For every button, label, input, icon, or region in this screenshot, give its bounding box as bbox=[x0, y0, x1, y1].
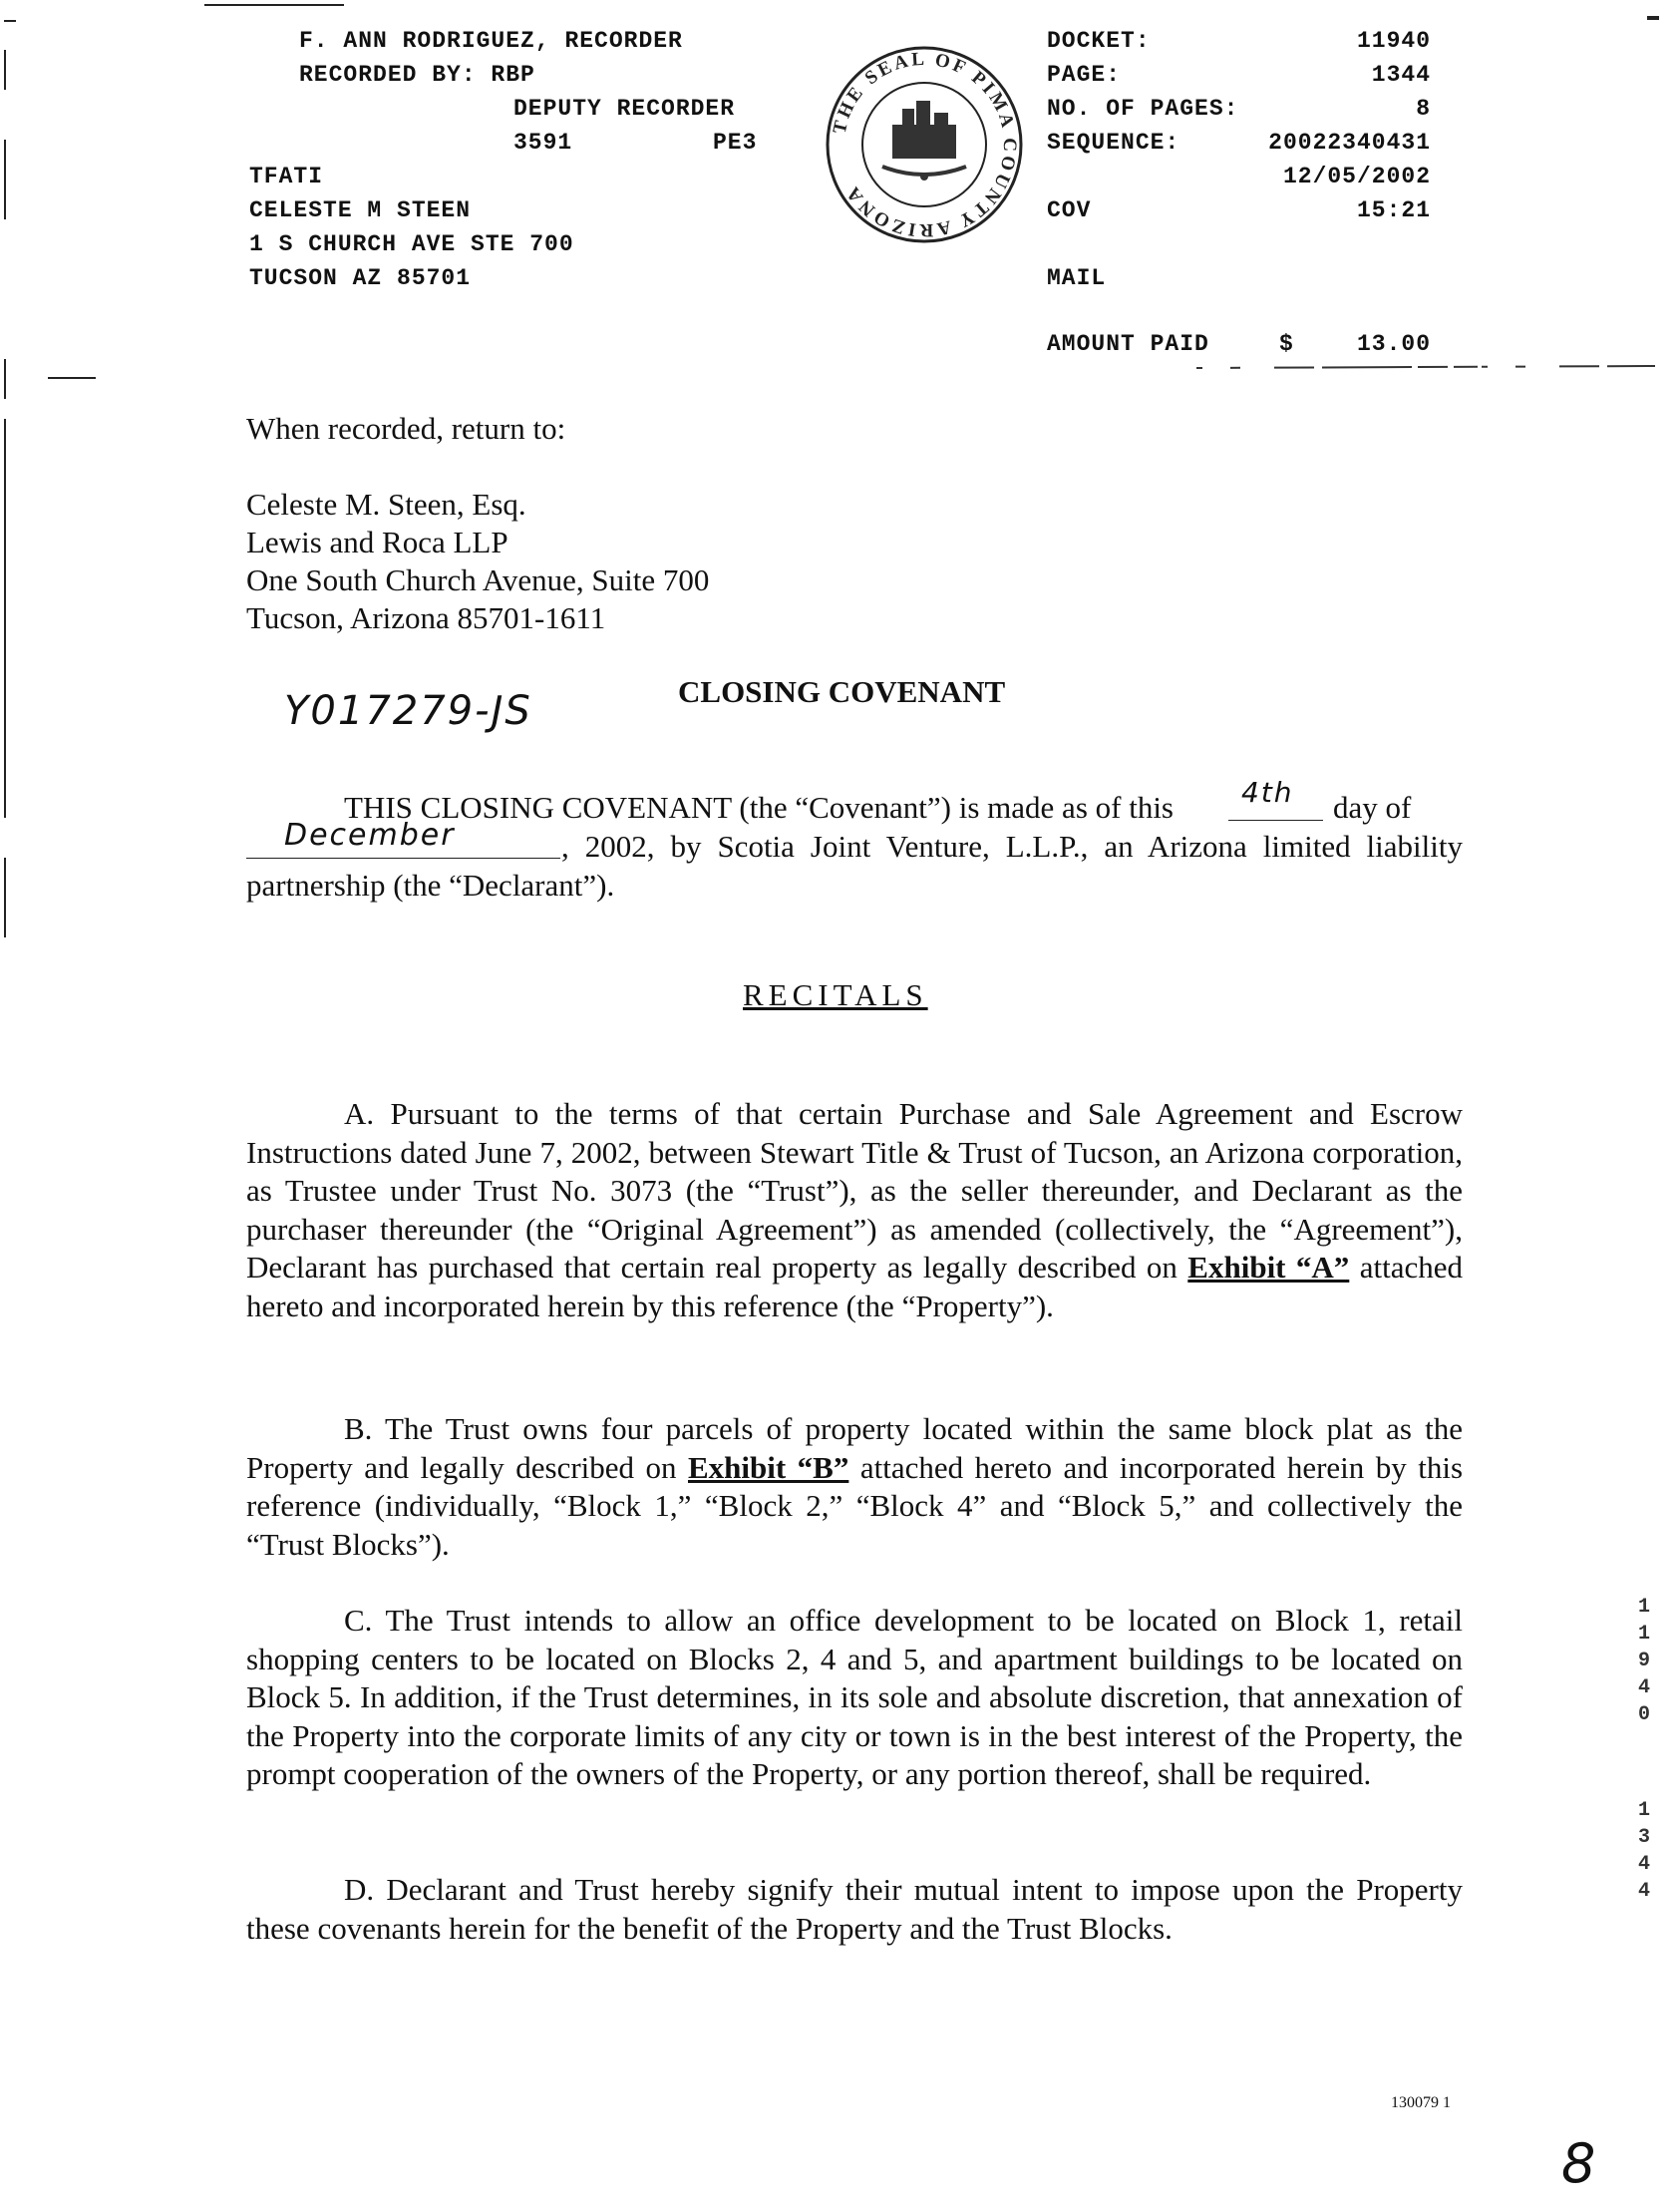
recital-d: D. Declarant and Trust hereby signify their mutual intent to impose upon the Property these covenants herein for the benefit of the Property and the Trust Blocks. bbox=[246, 1872, 1463, 1946]
record-time: 15:21 bbox=[1356, 197, 1431, 223]
intro-day: 4th bbox=[1241, 776, 1294, 809]
scan-mark bbox=[1647, 16, 1659, 20]
party-code: TFATI bbox=[249, 164, 324, 189]
mail-label: MAIL bbox=[1047, 265, 1107, 291]
amount-value: 13.00 bbox=[1356, 331, 1431, 357]
scan-mark bbox=[4, 50, 6, 90]
dashed-rule bbox=[1196, 363, 1655, 373]
pages-value: 8 bbox=[1416, 96, 1431, 122]
scan-mark bbox=[4, 419, 6, 818]
county-seal-icon bbox=[825, 45, 1024, 244]
page-label: PAGE: bbox=[1047, 62, 1122, 88]
recorder-code-num: 3591 bbox=[513, 130, 573, 156]
cov-label: COV bbox=[1047, 197, 1092, 223]
intro-month: December bbox=[284, 818, 456, 853]
addressee-street: 1 S CHURCH AVE STE 700 bbox=[249, 231, 574, 257]
intro-part-2: day of bbox=[1333, 790, 1412, 825]
document-title: CLOSING COVENANT bbox=[678, 674, 1006, 709]
side-stamp-bottom: 1 3 4 4 bbox=[1637, 1799, 1650, 1903]
return-line-2: Lewis and Roca LLP bbox=[246, 525, 508, 559]
scan-mark bbox=[48, 377, 96, 379]
handwritten-page-number: 8 bbox=[1561, 2132, 1598, 2195]
addressee-city: TUCSON AZ 85701 bbox=[249, 265, 472, 291]
intro-part-3: , 2002, by Scotia Joint Venture, L.L.P., an Arizona limited liability partnership (the “Declarant”). bbox=[246, 829, 1463, 903]
scan-mark bbox=[4, 359, 6, 399]
exhibit-b-ref: Exhibit “B” bbox=[688, 1449, 849, 1485]
sequence-value: 20022340431 bbox=[1268, 130, 1431, 156]
addressee-name: CELESTE M STEEN bbox=[249, 197, 472, 223]
recorder-name: F. ANN RODRIGUEZ, RECORDER bbox=[299, 28, 683, 54]
recital-c: C. The Trust intends to allow an office development to be located on Block 1, retail shopping centers to be located on Blocks 2, 4 and 5, and apartment buildings to be located on Block 5. In addition, if the Trust determines, in its sole and absolute discretion, that annexation of the Property into the corporate limits of any city or town is in the best interest of the Property, the prompt cooperation of the owners of the Property, or any portion thereof, shall be required. bbox=[246, 1603, 1463, 1791]
recital-a: A. Pursuant to the terms of that certain Purchase and Sale Agreement and Escrow Instructions dated June 7, 2002, between Stewart Title & Trust of Tucson, an Arizona corporation, as Trustee under Trust No. 3073 (the “Trust”), as the seller thereunder, and Declarant as the purchaser thereunder (the “Original Agreement”) as amended (collectively, the “Agreement”), Declarant has purchased that certain real property as legally described on Exhibit “A” attached hereto and incorporated herein by this reference (the “Property”). bbox=[246, 1096, 1463, 1323]
scan-mark bbox=[4, 140, 6, 219]
recorded-by: RECORDED BY: RBP bbox=[299, 62, 535, 88]
intro-day-line bbox=[1228, 820, 1323, 821]
intro-part-1: THIS CLOSING COVENANT (the “Covenant”) is made as of this bbox=[344, 790, 1174, 825]
docket-value: 11940 bbox=[1356, 28, 1431, 54]
pages-label: NO. OF PAGES: bbox=[1047, 96, 1239, 122]
scan-mark bbox=[4, 20, 16, 22]
return-heading: When recorded, return to: bbox=[246, 411, 566, 446]
deputy-recorder: DEPUTY RECORDER bbox=[513, 96, 736, 122]
return-line-4: Tucson, Arizona 85701-1611 bbox=[246, 600, 606, 635]
recital-b: B. The Trust owns four parcels of property located within the same block plat as the Property and legally described on Exhibit “B” attached hereto and incorporated herein by this reference (individually, “Block 1,” “Block 2,” “Block 4” and “Block 5,” and collectively the “Trust Blocks”). bbox=[246, 1411, 1464, 1562]
scan-mark bbox=[4, 858, 6, 937]
amount-label: AMOUNT PAID bbox=[1047, 331, 1209, 357]
return-line-3: One South Church Avenue, Suite 700 bbox=[246, 562, 710, 597]
scan-mark bbox=[204, 4, 344, 6]
record-date: 12/05/2002 bbox=[1282, 164, 1431, 189]
sequence-label: SEQUENCE: bbox=[1047, 130, 1180, 156]
footer-code: 130079 1 bbox=[1391, 2094, 1451, 2111]
amount-currency: $ bbox=[1279, 331, 1294, 357]
docket-label: DOCKET: bbox=[1047, 28, 1151, 54]
return-line-1: Celeste M. Steen, Esq. bbox=[246, 487, 526, 522]
page-value: 1344 bbox=[1371, 62, 1431, 88]
handwritten-reference: Y017279-JS bbox=[284, 688, 532, 734]
recorder-code-pe: PE3 bbox=[713, 130, 758, 156]
seal-text: THE SEAL OF PIMA COUNTY ARIZONA bbox=[829, 48, 1021, 241]
exhibit-a-ref: Exhibit “A” bbox=[1187, 1250, 1350, 1285]
recitals-heading: RECITALS bbox=[743, 977, 928, 1012]
side-stamp-top: 1 1 9 4 0 bbox=[1637, 1596, 1650, 1726]
